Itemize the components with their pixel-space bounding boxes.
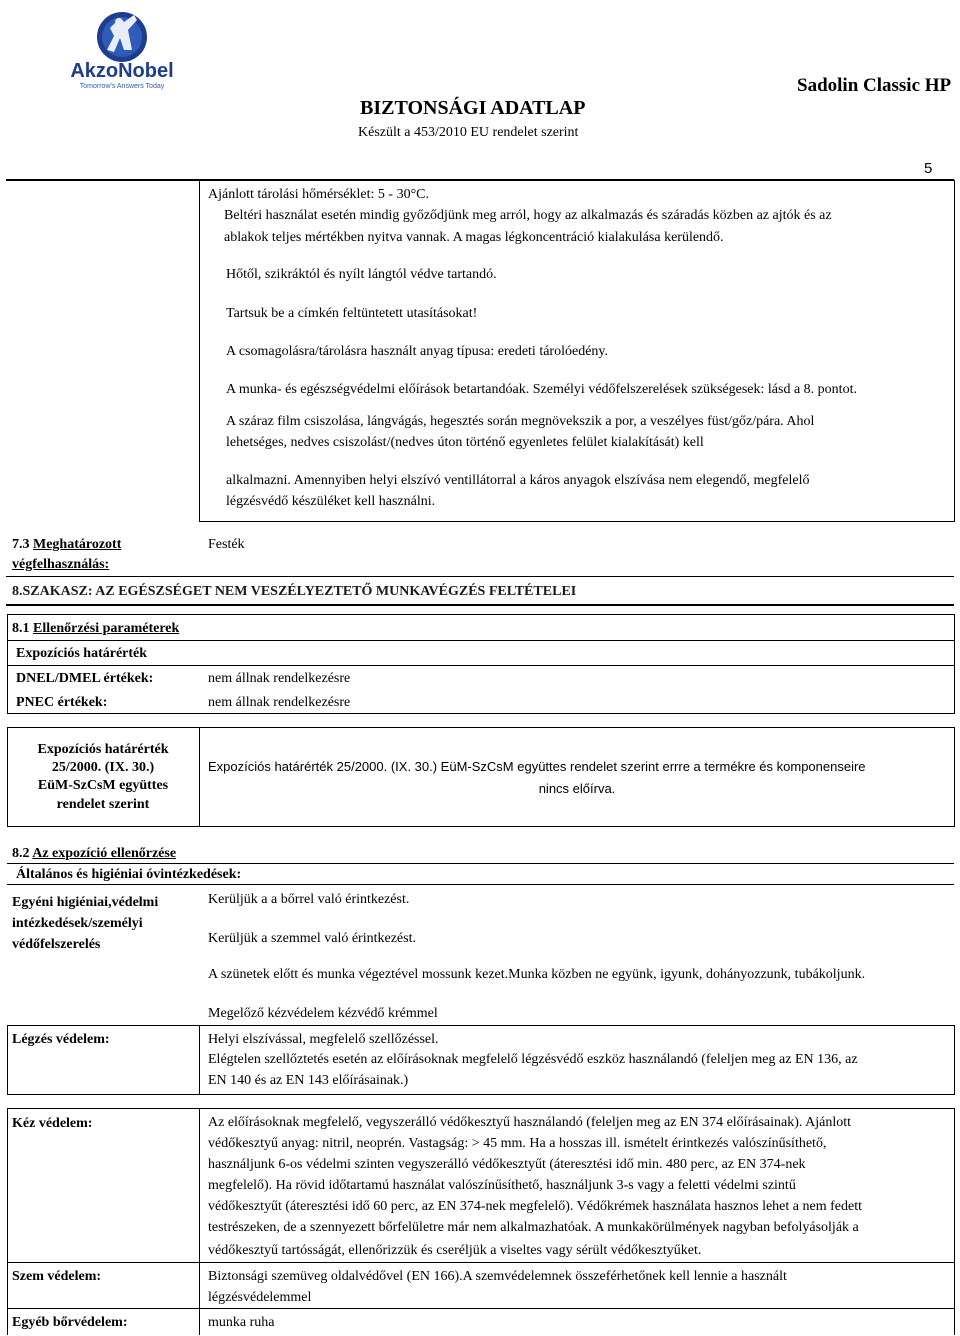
hand-value-7: védőkesztyű tartósságát, ellenőrizzük és cseréljük a viseltes vagy sérült védőkesztyűket.	[208, 1243, 702, 1258]
section8-heading: 8.SZAKASZ: AZ EGÉSZSÉGET NEM VESZÉLYEZTETŐ MUNKAVÉGZÉS FELTÉTELEI	[12, 584, 577, 599]
hand-value-5: védőkesztyűt (áteresztési idő 60 perc, az EN 374-nek megfelelő). Védőkrémek használata hasznos lehet a nem fedett	[208, 1199, 862, 1214]
hand-value-6: testrészeken, de a szennyezett bőrfelületre már nem alkalmazhatóak. A munkakörülmények nagyban befolyásolják a	[208, 1220, 859, 1235]
individual-value-2: Kerüljük a szemmel való érintkezést.	[208, 931, 416, 946]
decree-box-right	[954, 727, 955, 827]
s81-box-right	[954, 614, 955, 714]
end-use-heading	[12, 536, 121, 553]
skin-value: munka ruha	[208, 1315, 275, 1330]
s81-rule-3	[7, 665, 954, 666]
s82-rule-1	[7, 863, 954, 864]
hand-label: Kéz védelem:	[12, 1116, 93, 1131]
individual-value-1: Kerüljük a a bőrrel való érintkezést.	[208, 892, 410, 907]
safety-rules: A munka- és egészségvédelmi előírások betartandóak. Személyi védőfelszerelések szükségesek: lásd a 8. pontot.	[226, 382, 857, 397]
box-bottom-border	[199, 521, 954, 522]
dry-film-line-2: lehetséges, nedves csiszolást/(nedves úton történő egyenletes felület kialakítását) kell	[226, 435, 704, 450]
end-use-number: 7.3	[12, 537, 30, 552]
end-use-label-2: végfelhasználás:	[12, 557, 110, 572]
label-instruction: Tartsuk be a címkén feltüntetett utasításokat!	[226, 306, 478, 321]
decree-value-line-1: Expozíciós határérték 25/2000. (IX. 30.) EüM-SzCsM együttes rendelet szerint errre a termékre és komponenseire	[208, 759, 866, 774]
resp-box-mid	[199, 1025, 200, 1095]
decree-value-line-2: nincs előírva.	[538, 781, 616, 796]
exposure-limit-label: Expozíciós határérték	[16, 646, 148, 661]
packaging-type: A csomagolásra/tárolásra használt anyag típusa: eredeti tárolóedény.	[226, 344, 608, 359]
pnec-value: nem állnak rendelkezésre	[208, 695, 351, 710]
document-subtitle: Készült a 453/2010 EU rendelet szerint	[358, 125, 579, 140]
individual-label-2: intézkedések/személyi	[12, 916, 143, 931]
individual-value-4: Megelőző kézvédelem kézvédő krémmel	[208, 1006, 438, 1021]
hand-box-mid	[199, 1108, 200, 1335]
s81-rule-4	[7, 713, 954, 714]
s81-title: Ellenőrzési paraméterek	[33, 621, 180, 636]
decree-label-4: rendelet szerint	[56, 797, 150, 812]
individual-value-3: A szünetek előtt és munka végeztével mossunk kezet.Munka közben ne együnk, igyunk, dohányozzunk, tubákoljunk.	[208, 967, 866, 982]
respiratory-label: Légzés védelem:	[12, 1032, 110, 1047]
indoor-use-line-1: Beltéri használat esetén mindig győződjünk meg arról, hogy az alkalmazás és száradás közben az ajtók és az	[224, 208, 832, 223]
dry-film-line-4: légzésvédő készüléket kell használni.	[226, 494, 436, 509]
eye-value-2: légzésvédelemmel	[208, 1290, 312, 1305]
indoor-use-line-2: ablakok teljes mértékben nyitva vannak. A magas légkoncentráció kialakulása kerülendő.	[224, 230, 724, 245]
resp-box-right	[954, 1025, 955, 1095]
page-number: 5	[924, 160, 933, 177]
individual-label-1: Egyéni higiéniai,védelmi	[12, 895, 159, 910]
resp-box-bottom	[7, 1094, 954, 1095]
s82-heading	[12, 845, 176, 862]
hand-value-4: megfelelő). Ha rövid időtartamú használat valószínűsíthető, használjunk 3-s vagy a feletti védelmi szintű	[208, 1178, 796, 1193]
logo-tagline: Tomorrow's Answers Today	[79, 83, 165, 90]
s81-rule-2	[7, 640, 954, 641]
decree-box-bottom	[7, 826, 954, 827]
hand-box-left	[7, 1108, 8, 1335]
decree-box-mid	[199, 727, 200, 827]
respiratory-value-1: Helyi elszívással, megfelelő szellőzéssel.	[208, 1032, 439, 1047]
respiratory-value-3: EN 140 és az EN 143 előírásainak.)	[208, 1073, 409, 1088]
s81-number: 8.1	[12, 621, 30, 636]
hand-value-2: védőkesztyű anyag: nitril, neoprén. Vastagság: > 45 mm. Ha a hosszas ill. ismételt érintkezés valószínűsíthető,	[208, 1136, 827, 1151]
eye-row-top	[7, 1262, 954, 1263]
dnel-value: nem állnak rendelkezésre	[208, 671, 351, 686]
header-rule	[6, 179, 954, 181]
end-use-value: Festék	[208, 537, 245, 552]
logo-brand: AkzoNobel	[70, 60, 174, 82]
s82-number: 8.2	[12, 846, 30, 861]
hand-box-right	[954, 1108, 955, 1335]
box-left-border	[199, 180, 200, 522]
hand-value-3: használjunk 6-os védelmi szinten vegyszerálló védőkesztyűt (áteresztési idő min. 480 perc, az EN 374-nek	[208, 1157, 806, 1172]
heat-warning: Hőtől, szikráktól és nyílt lángtól védve tartandó.	[226, 267, 497, 282]
pnec-label: PNEC értékek:	[16, 695, 108, 710]
decree-box-top	[7, 727, 954, 728]
skin-row-top	[7, 1308, 954, 1309]
decree-label-3: EüM-SzCsM együttes	[37, 778, 169, 793]
s81-rule-1	[7, 614, 954, 615]
product-name: Sadolin Classic HP	[797, 75, 952, 96]
general-hygiene-label: Általános és higiéniai óvintézkedések:	[16, 867, 242, 882]
box-right-border	[954, 180, 955, 522]
resp-box-top	[7, 1025, 954, 1026]
document-title: BIZTONSÁGI ADATLAP	[360, 97, 586, 119]
storage-temperature: Ajánlott tárolási hőmérséklet: 5 - 30°C.	[208, 187, 429, 202]
skin-label: Egyéb bőrvédelem:	[12, 1315, 128, 1330]
eye-value-1: Biztonsági szemüveg oldalvédővel (EN 166).A szemvédelemnek összeférhetőnek kell lennie a használt	[208, 1269, 787, 1284]
s82-title: Az expozíció ellenőrzése	[32, 846, 177, 861]
s82-rule-2	[7, 884, 954, 885]
end-use-label-1: Meghatározott	[33, 537, 122, 552]
s81-box-left	[7, 614, 8, 714]
respiratory-value-2: Elégtelen szellőztetés esetén az előírásoknak megfelelő légzésvédő eszköz használandó (feleljen meg az EN 136, az	[208, 1052, 858, 1067]
decree-label-1: Expozíciós határérték	[37, 742, 169, 757]
company-logo	[62, 10, 182, 92]
resp-box-left	[7, 1025, 8, 1095]
decree-label-2: 25/2000. (IX. 30.)	[51, 760, 155, 775]
dnel-label: DNEL/DMEL értékek:	[16, 671, 154, 686]
eye-label: Szem védelem:	[12, 1269, 102, 1284]
section8-top-rule	[6, 576, 954, 577]
hand-box-top	[7, 1108, 954, 1109]
section8-bottom-rule	[6, 604, 954, 606]
hand-value-1: Az előírásoknak megfelelő, vegyszerálló védőkesztyű használandó (feleljen meg az EN 374 előírásainak). Ajánlott	[208, 1115, 851, 1130]
individual-label-3: védőfelszerelés	[12, 937, 101, 952]
s81-heading	[12, 620, 179, 637]
dry-film-line-3: alkalmazni. Amennyiben helyi elszívó ventillátorral a káros anyagok elszívása nem elegendő, megfelelő	[226, 473, 810, 488]
dry-film-line-1: A száraz film csiszolása, lángvágás, hegesztés során megnövekszik a por, a veszélyes füst/gőz/pára. Ahol	[226, 414, 815, 429]
